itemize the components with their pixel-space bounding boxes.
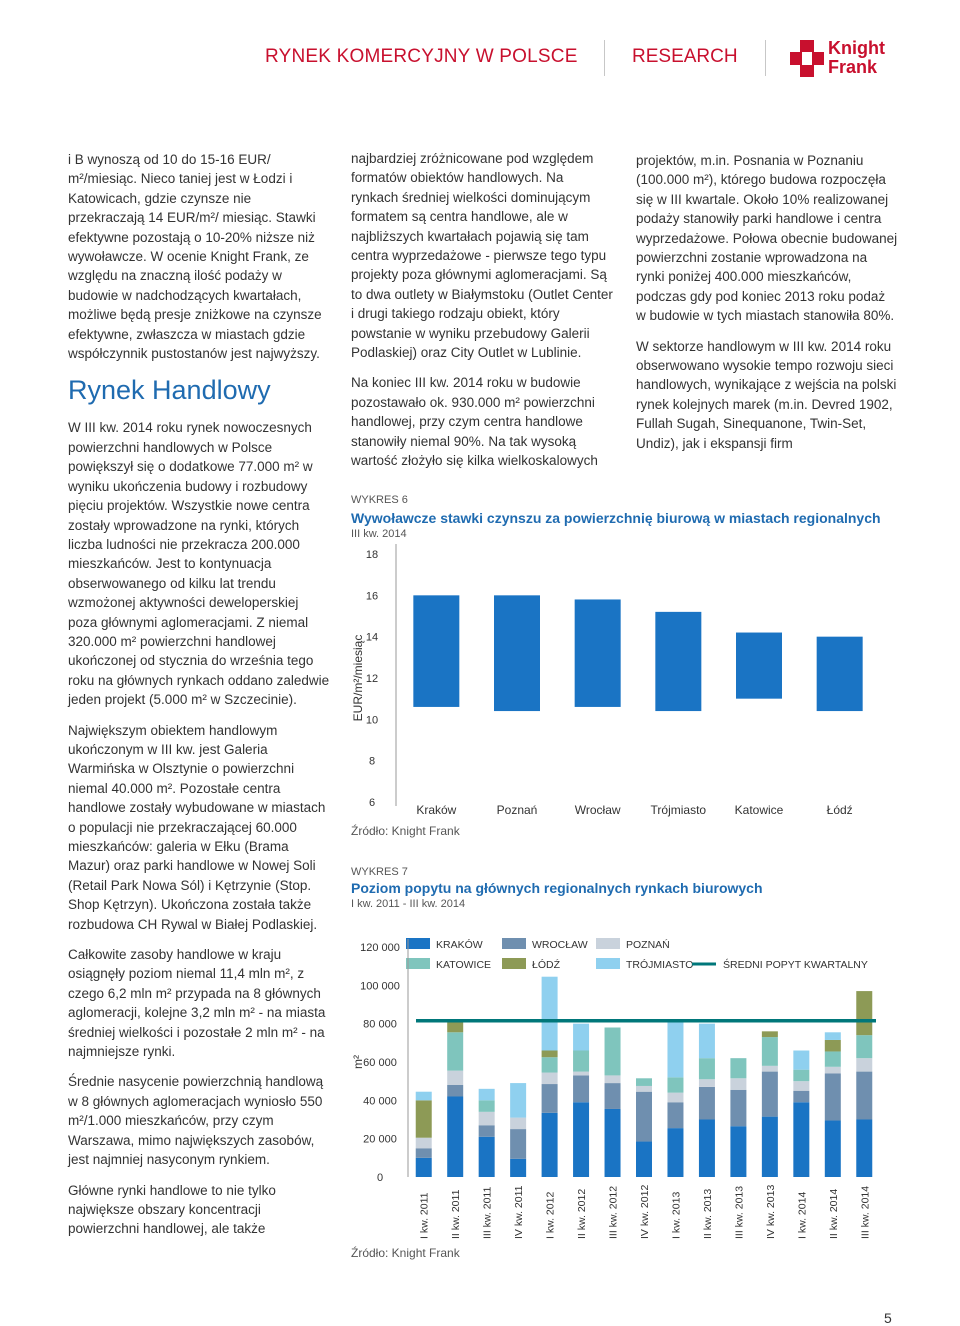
stacked-bar-segment [447, 1071, 463, 1085]
x-tick-label: Łódź [826, 803, 853, 817]
section-heading: Rynek Handlowy [68, 375, 271, 406]
stacked-bar-segment [605, 1028, 621, 1076]
chart-7-source: Źródło: Knight Frank [351, 1246, 460, 1260]
paragraph: najbardziej zróżnicowane pod względem formatów obiektów handlowych. Na rynkach średniej wielkości dominującym formatem są centra handlowe, ale w najbliższych kwartałach pojawią się tam centra wyprzedażowe - pierwsze tego typu projekty poza głównymi aglomeracjami. Są to dwa outlety w Białymstoku (Outlet Center i drugi takiego rodzaju obiekt, który powstanie w wyniku przebudowy Galerii Podlaskiej) oraz City Outlet w Lublinie. [351, 151, 613, 361]
x-tick-label: I kw. 2011 [418, 1192, 431, 1239]
stacked-bar-segment [416, 1138, 432, 1149]
chart-6-title: Wywoławcze stawki czynszu za powierzchnię biurową w miastach regionalnych [351, 510, 881, 526]
y-tick-label: 40 000 [363, 1095, 397, 1108]
rent-range-bar [655, 612, 701, 711]
legend-swatch [596, 958, 620, 969]
stacked-bar-segment [699, 1087, 715, 1120]
y-tick-label: 10 [365, 714, 379, 727]
stacked-bar-segment [793, 1102, 809, 1177]
stacked-bar-segment [542, 1084, 558, 1113]
text-column-3 [636, 151, 898, 464]
x-tick-label: Katowice [734, 803, 784, 817]
stacked-bar-segment [510, 1159, 526, 1177]
x-tick-label: Trójmiasto [650, 803, 707, 817]
stacked-bar-segment [479, 1137, 495, 1177]
paragraph: Na koniec III kw. 2014 roku w budowie pozostawało ok. 930.000 m² powierzchni handlowej, przy czym centra handlowe stanowiły niemal 90%. Na tak wysoką wartość złożyło się kilka wielkoskalowych [351, 375, 598, 469]
y-tick-label: 20 000 [363, 1133, 397, 1146]
legend-swatch [502, 958, 526, 969]
stacked-bar-segment [636, 1078, 652, 1086]
chart-7-subtitle: I kw. 2011 - III kw. 2014 [351, 898, 466, 910]
stacked-bar-segment [825, 1040, 841, 1052]
research-label: RESEARCH [632, 46, 738, 67]
rent-range-bar [817, 637, 863, 711]
stacked-bar-segment [730, 1078, 746, 1090]
stacked-bar-segment [699, 1058, 715, 1079]
chart-6-source: Źródło: Knight Frank [351, 824, 460, 838]
stacked-bar-segment [416, 1148, 432, 1158]
stacked-bar-segment [542, 1057, 558, 1072]
x-tick-label: II kw. 2014 [827, 1188, 840, 1239]
rent-range-bar [494, 595, 540, 711]
paragraph: W III kw. 2014 roku rynek nowoczesnych powierzchni handlowych w Polsce powiększył się o dodatkowe 77.000 m² w wyniku ukończenia budowy i rozbudowy pięciu projektów. Wszystkie nowe centra zostały wprowadzone na rynki, których liczba ludności nie przekracza 200.000 mieszkańców. Jest to kontynuacja obserwowanego od kilku lat trendu wzmożonej aktywności deweloperskiej poza głównymi aglomeracjami. Z niemal 320.000 m² powierzchni handlowej ukończonej od stycznia do września tego roku na głównych rynkach oddano zaledwie jeden projekt (5.000 m² w Szczecinie). [68, 420, 330, 708]
stacked-bar-segment [793, 1091, 809, 1103]
paragraph: Całkowite zasoby handlowe w kraju osiągnęły poziom niemal 11,4 mln m², z czego 6,2 mln m² przypada na 8 głównych aglomeracji, kolejne 3,2 mln m² - na miasta średniej wielkości i pozostałe 2 mln m² - na najmniejsze rynki. [68, 947, 326, 1060]
header-divider [765, 40, 766, 76]
paragraph: Główne rynki handlowe to nie tylko największe obszary koncentracji powierzchni handlowej, ale także [68, 1182, 276, 1237]
x-tick-label: II kw. 2011 [450, 1189, 463, 1239]
x-tick-label: II kw. 2013 [701, 1188, 714, 1239]
y-tick-label: 8 [368, 755, 376, 768]
chart-7-title: Poziom popytu na głównych regionalnych rynkach biurowych [351, 880, 763, 896]
logo-wordmark [828, 39, 885, 77]
legend-swatch [502, 938, 526, 949]
stacked-bar-segment [856, 1058, 872, 1071]
rent-range-bar [736, 633, 782, 699]
stacked-bar-segment [636, 1092, 652, 1142]
stacked-bar-segment [479, 1100, 495, 1112]
stacked-bar-segment [542, 977, 558, 1051]
y-axis-title: m² [351, 1055, 365, 1069]
stacked-bar-segment [479, 1125, 495, 1137]
stacked-bar-segment [793, 1081, 809, 1091]
stacked-bar-segment [825, 1051, 841, 1066]
stacked-bar-segment [762, 1066, 778, 1072]
legend-label: ŁÓDŹ [532, 959, 561, 971]
stacked-bar-segment [605, 1083, 621, 1109]
stacked-bar-segment [573, 1051, 589, 1072]
y-tick-label: 120 000 [360, 942, 400, 954]
stacked-bar-segment [825, 1074, 841, 1121]
stacked-bar-segment [479, 1089, 495, 1101]
text-column-1 [68, 150, 330, 1250]
stacked-bar-segment [699, 1120, 715, 1178]
stacked-bar-segment [636, 1142, 652, 1177]
stacked-bar-segment [856, 1072, 872, 1120]
stacked-bar-segment [447, 1032, 463, 1070]
stacked-bar-segment [416, 1092, 432, 1101]
stacked-bar-segment [636, 1086, 652, 1092]
stacked-bar-segment [825, 1032, 841, 1040]
stacked-bar-segment [573, 1075, 589, 1102]
stacked-bar-segment [573, 1024, 589, 1051]
legend-swatch [406, 958, 430, 969]
stacked-bar-segment [447, 1097, 463, 1178]
x-tick-label: IV kw. 2011 [513, 1185, 526, 1239]
chart-7-label: WYKRES 7 [351, 866, 408, 878]
rent-range-bar [413, 595, 459, 707]
stacked-bar-segment [510, 1129, 526, 1159]
stacked-bar-segment [667, 1128, 683, 1177]
stacked-bar-segment [667, 1077, 683, 1092]
stacked-bar-segment [573, 1102, 589, 1177]
x-tick-label: IV kw. 2012 [639, 1184, 651, 1239]
stacked-bar-segment [730, 1090, 746, 1126]
stacked-bar-segment [542, 1113, 558, 1177]
y-axis-title: EUR/m²/miesiąc [351, 634, 365, 722]
stacked-bar-segment [542, 1051, 558, 1058]
x-tick-label: Kraków [416, 803, 457, 817]
legend-swatch [596, 938, 620, 949]
logo-line-2: Frank [828, 57, 878, 77]
knight-frank-emblem-icon [790, 40, 824, 78]
stacked-bar-segment [856, 1035, 872, 1058]
y-tick-label: 18 [365, 549, 379, 561]
legend-label: KATOWICE [436, 959, 492, 971]
stacked-bar-segment [667, 1022, 683, 1078]
stacked-bar-segment [416, 1100, 432, 1137]
x-tick-label: I kw. 2013 [670, 1191, 683, 1239]
stacked-bar-segment [510, 1118, 526, 1130]
x-tick-label: Wrocław [574, 803, 621, 817]
publication-title: RYNEK KOMERCYJNY W POLSCE [265, 46, 578, 67]
stacked-bar-segment [416, 1158, 432, 1177]
y-tick-label: 12 [365, 673, 379, 685]
y-tick-label: 80 000 [363, 1018, 397, 1031]
stacked-bar-segment [667, 1102, 683, 1128]
stacked-bar-segment [762, 1031, 778, 1037]
paragraph: W sektorze handlowym w III kw. 2014 roku obserwowano wysokie tempo rozwoju sieci handlowych, wynikające z wejścia na polski rynek kolejnych marek (m.in. Devred 1902, Fullah Sugah, Sinequanone, Twin-Set, Undiz), jak i ekspansji firm [636, 338, 897, 451]
stacked-bar-segment [605, 1109, 621, 1177]
stacked-bar-segment [762, 1072, 778, 1117]
y-tick-label: 60 000 [363, 1057, 397, 1069]
knight-frank-logo [790, 40, 900, 80]
chart-6-subtitle: III kw. 2014 [351, 528, 407, 540]
legend-swatch [406, 938, 430, 949]
y-tick-label: 6 [368, 797, 376, 809]
stacked-bar-segment [542, 1073, 558, 1085]
office-demand-chart [340, 932, 900, 1242]
x-tick-label: IV kw. 2013 [764, 1184, 777, 1239]
stacked-bar-segment [605, 1075, 621, 1083]
y-tick-label: 100 000 [360, 980, 400, 993]
page-number: 5 [884, 1310, 892, 1326]
stacked-bar-segment [793, 1070, 809, 1082]
x-tick-label: I kw. 2014 [796, 1191, 809, 1239]
header-divider [604, 40, 605, 76]
rent-range-bar [575, 599, 621, 706]
stacked-bar-segment [730, 1126, 746, 1177]
paragraph: i B wynoszą od 10 do 15-16 EUR/ m²/miesiąc. Nieco taniej jest w Łodzi i Katowicach, gdzie czynsze nie przekraczają 14 EUR/m²/ miesiąc. Stawki efektywne pozostają o 10-20% niższe niż wywoławcze. W ocenie Knight Frank, ze względu na znaczną ilość podaży w budowie w nadchodzących kwartałach, możliwe będą presje zniżkowe na czynsze efektywne, zwłaszcza w miastach gdzie współczynnik pustostanów jest najwyższy. [68, 152, 322, 362]
stacked-bar-segment [667, 1093, 683, 1103]
legend-label: POZNAŃ [626, 939, 670, 951]
stacked-bar-segment [447, 1085, 463, 1097]
legend-label: KRAKÓW [436, 939, 483, 951]
stacked-bar-segment [699, 1024, 715, 1058]
legend-label: WROCŁAW [532, 939, 588, 951]
y-tick-label: 16 [365, 590, 379, 603]
stacked-bar-segment [573, 1072, 589, 1076]
stacked-bar-segment [825, 1120, 841, 1177]
rent-rates-chart [340, 540, 900, 820]
stacked-bar-segment [762, 1117, 778, 1177]
x-tick-label: I kw. 2012 [544, 1191, 557, 1239]
x-tick-label: III kw. 2014 [859, 1185, 872, 1239]
stacked-bar-segment [793, 1051, 809, 1070]
x-tick-label: III kw. 2011 [481, 1186, 494, 1239]
stacked-bar-segment [730, 1058, 746, 1078]
x-tick-label: III kw. 2013 [733, 1185, 746, 1239]
paragraph: Największym obiektem handlowym ukończonym w III kw. jest Galeria Warmińska w Olsztynie o powierzchni niemal 40.000 m². Pozostałe centra handlowe zostały wybudowane w miastach o populacji nie przekraczającej 60.000 mieszkańców: galeria w Ełku (Brama Mazur) oraz parki handlowe w Nowej Soli (Retail Park Nowa Sól) i Kętrzynie (Stop. Shop Kętrzyn). Ukończona została także rozbudowa CH Rywal w Białej Podlaskiej. [68, 722, 326, 932]
logo-line-1: Knight [828, 38, 885, 58]
legend-label: ŚREDNI POPYT KWARTALNY [723, 959, 868, 971]
stacked-bar-segment [479, 1112, 495, 1125]
x-tick-label: III kw. 2012 [607, 1185, 620, 1239]
stacked-bar-segment [510, 1083, 526, 1118]
x-tick-label: Poznań [496, 803, 538, 817]
stacked-bar-segment [856, 991, 872, 1035]
stacked-bar-segment [856, 1120, 872, 1178]
paragraph: Średnie nasycenie powierzchnią handlową w 8 głównych aglomeracjach wyniosło 550 m²/1.000 mieszkańców, przy czym Warszawa, mimo największych zasobów, jest najmniej nasyconym rynkiem. [68, 1074, 324, 1168]
stacked-bar-segment [762, 1037, 778, 1066]
legend-label: TRÓJMIASTO [626, 959, 694, 971]
y-tick-label: 0 [376, 1172, 384, 1184]
stacked-bar-segment [825, 1067, 841, 1074]
x-tick-label: II kw. 2012 [576, 1188, 589, 1239]
text-column-2 [351, 149, 613, 482]
y-tick-label: 14 [365, 631, 379, 644]
stacked-bar-segment [699, 1079, 715, 1087]
chart-6-label: WYKRES 6 [351, 494, 408, 506]
paragraph: projektów, m.in. Posnania w Poznaniu (100.000 m²), którego budowa rozpoczęła się w III kwartale. Około 10% realizowanej podaży stanowiły parki handlowe i centra wyprzedażowe. Połowa obecnie budowanej powierzchni zostanie wprowadzona na rynki poniżej 400.000 mieszkańców, podczas gdy pod koniec 2013 roku podaż w budowie w tych miastach stanowiła 80%. [636, 153, 898, 324]
